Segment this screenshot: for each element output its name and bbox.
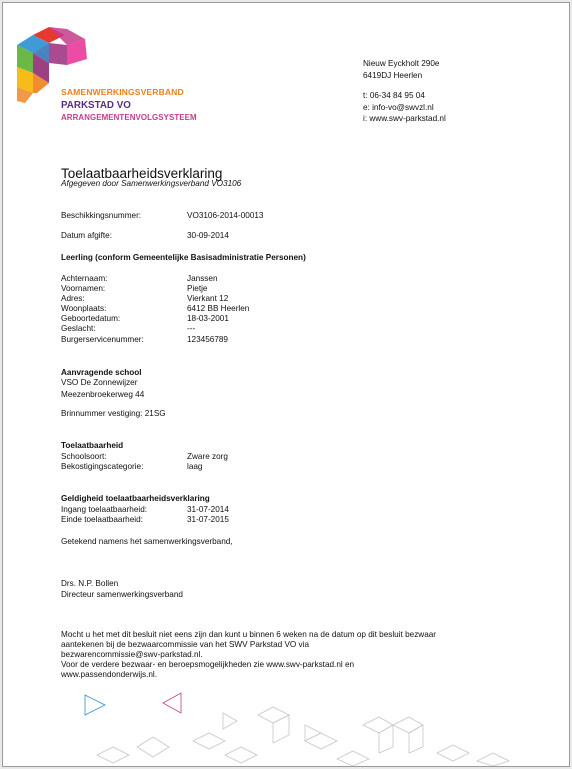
student-field-label: Burgerservicenummer: bbox=[61, 335, 144, 344]
student-field-label: Adres: bbox=[61, 294, 85, 303]
notice-line: aantekenen bij de bezwaarcommissie van het SWV Parkstad VO via bbox=[61, 640, 310, 649]
validity-field-label: Einde toelaatbaarheid: bbox=[61, 515, 143, 524]
admission-heading: Toelaatbaarheid bbox=[61, 441, 124, 450]
school-heading: Aanvragende school bbox=[61, 368, 142, 377]
student-field-value: 18-03-2001 bbox=[187, 314, 229, 323]
admission-field-label: Schoolsoort: bbox=[61, 452, 107, 461]
student-field-label: Achternaam: bbox=[61, 274, 108, 283]
org-name-line2: PARKSTAD VO bbox=[61, 100, 131, 111]
admission-field-value: Zware zorg bbox=[187, 452, 228, 461]
validity-field-value: 31-07-2015 bbox=[187, 515, 229, 524]
address-street: Nieuw Eyckholt 290e bbox=[363, 59, 440, 68]
decision-number-value: VO3106-2014-00013 bbox=[187, 211, 264, 220]
org-name-line3: ARRANGEMENTENVOLGSYSTEEM bbox=[61, 113, 197, 122]
document-page bbox=[2, 2, 570, 767]
validity-field-value: 31-07-2014 bbox=[187, 505, 229, 514]
student-field-value: --- bbox=[187, 324, 196, 333]
footer-decoration bbox=[53, 691, 565, 766]
school-name: VSO De Zonnewijzer bbox=[61, 378, 138, 387]
document-title: Toelaatbaarheidsverklaring bbox=[61, 166, 223, 181]
signature-intro: Getekend namens het samenwerkingsverband, bbox=[61, 537, 233, 546]
student-field-label: Geslacht: bbox=[61, 324, 96, 333]
org-name-line1: SAMENWERKINGSVERBAND bbox=[61, 87, 184, 97]
validity-heading: Geldigheid toelaatbaarheidsverklaring bbox=[61, 494, 210, 503]
validity-field-label: Ingang toelaatbaarheid: bbox=[61, 505, 148, 514]
document-subtitle: Afgegeven door Samenwerkingsverband VO3106 bbox=[61, 179, 242, 188]
notice-web-link[interactable]: www.passendonderwijs.nl. bbox=[61, 670, 158, 679]
signatory-role: Directeur samenwerkingsverband bbox=[61, 590, 183, 599]
student-field-label: Woonplaats: bbox=[61, 304, 107, 313]
decision-number-label: Beschikkingsnummer: bbox=[61, 211, 142, 220]
admission-field-label: Bekostigingscategorie: bbox=[61, 462, 144, 471]
issue-date-label: Datum afgifte: bbox=[61, 231, 112, 240]
notice-email-link[interactable]: bezwarencommissie@swv-parkstad.nl. bbox=[61, 650, 203, 659]
notice-line: Voor de verdere bezwaar- en beroepsmogelijkheden zie www.swv-parkstad.nl en bbox=[61, 660, 355, 669]
address-email: e: info-vo@swvzl.nl bbox=[363, 103, 434, 112]
address-postal: 6419DJ Heerlen bbox=[363, 71, 423, 80]
address-web: i: www.swv-parkstad.nl bbox=[363, 114, 446, 123]
student-field-value: 123456789 bbox=[187, 335, 228, 344]
school-brin: Brinnummer vestiging: 21SG bbox=[61, 409, 166, 418]
issue-date-value: 30-09-2014 bbox=[187, 231, 229, 240]
signatory-name: Drs. N.P. Bollen bbox=[61, 579, 119, 588]
school-street: Meezenbroekerweg 44 bbox=[61, 390, 145, 399]
student-field-value: Pietje bbox=[187, 284, 208, 293]
student-field-value: Janssen bbox=[187, 274, 218, 283]
notice-line: Mocht u het met dit besluit niet eens zijn dan kunt u binnen 6 weken na de datum op dit besluit bezwaar bbox=[61, 630, 437, 639]
student-heading: Leerling (conform Gemeentelijke Basisadministratie Personen) bbox=[61, 253, 306, 262]
student-field-value: 6412 BB Heerlen bbox=[187, 304, 250, 313]
student-field-value: Vierkant 12 bbox=[187, 294, 229, 303]
student-field-label: Voornamen: bbox=[61, 284, 106, 293]
admission-field-value: laag bbox=[187, 462, 203, 471]
objection-notice bbox=[61, 630, 531, 680]
student-field-label: Geboortedatum: bbox=[61, 314, 121, 323]
address-phone: t: 06-34 84 95 04 bbox=[363, 91, 425, 100]
